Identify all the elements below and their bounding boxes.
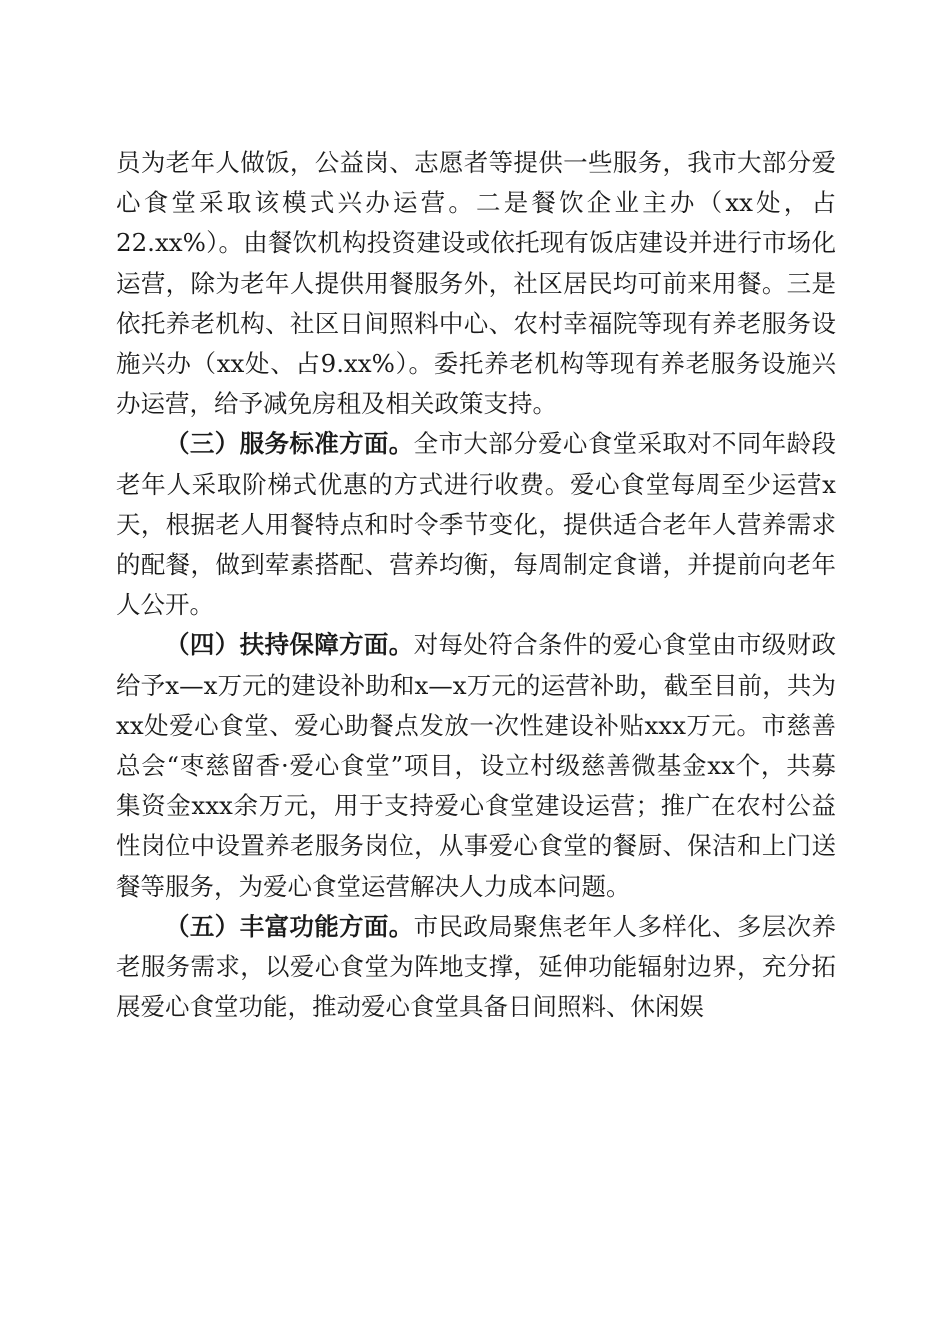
paragraph-text: 员为老年人做饭，公益岗、志愿者等提供一些服务，我市大部分爱心食堂采取该模式兴办运营。二是餐饮企业主办（xx处，占22.xx%）。由餐饮机构投资建设或依托现有饭店建设并进行市场化运营，除为老年人提供用餐服务外，社区居民均可前来用餐。三是依托养老机构、社区日间照料中心、农村幸福院等现有养老服务设施兴办（xx处、占9.xx%）。委托养老机构等现有养老服务设施兴办运营，给予减免房租及相关政策支持。 — [116, 148, 836, 419]
paragraph-text: 市民政局聚焦老年人多样化、多层次养老服务需求，以爱心食堂为阵地支撑，延伸功能辐射边界，充分拓展爱心食堂功能，推动爱心食堂具备日间照料、休闲娱 — [116, 911, 837, 1022]
section-heading-support-guarantee: （四）扶持保障方面。 — [165, 630, 414, 660]
section-heading-service-standards: （三）服务标准方面。 — [165, 429, 414, 459]
paragraph-enrich-functions — [116, 907, 836, 1028]
paragraph-continued — [116, 143, 836, 424]
paragraph-text: 对每处符合条件的爱心食堂由市级财政给予x—x万元的建设补助和x—x万元的运营补助，截至目前，共为xx处爱心食堂、爱心助餐点发放一次性建设补贴xxx万元。市慈善总会“枣慈留香·爱心食堂”项目，设立村级慈善微基金xx个，共募集资金xxx余万元，用于支持爱心食堂建设运营；推广在农村公益性岗位中设置养老服务岗位，从事爱心食堂的餐厨、保洁和上门送餐等服务，为爱心食堂运营解决人力成本问题。 — [116, 630, 837, 901]
paragraph-support-guarantee — [116, 625, 836, 906]
document-body — [116, 143, 836, 1027]
section-heading-enrich-functions: （五）丰富功能方面。 — [165, 911, 414, 941]
paragraph-text: 全市大部分爱心食堂采取对不同年龄段老年人采取阶梯式优惠的方式进行收费。爱心食堂每周至少运营x天，根据老人用餐特点和时令季节变化，提供适合老年人营养需求的配餐，做到荤素搭配、营养均衡，每周制定食谱，并提前向老年人公开。 — [116, 429, 837, 620]
paragraph-service-standards — [116, 424, 836, 625]
